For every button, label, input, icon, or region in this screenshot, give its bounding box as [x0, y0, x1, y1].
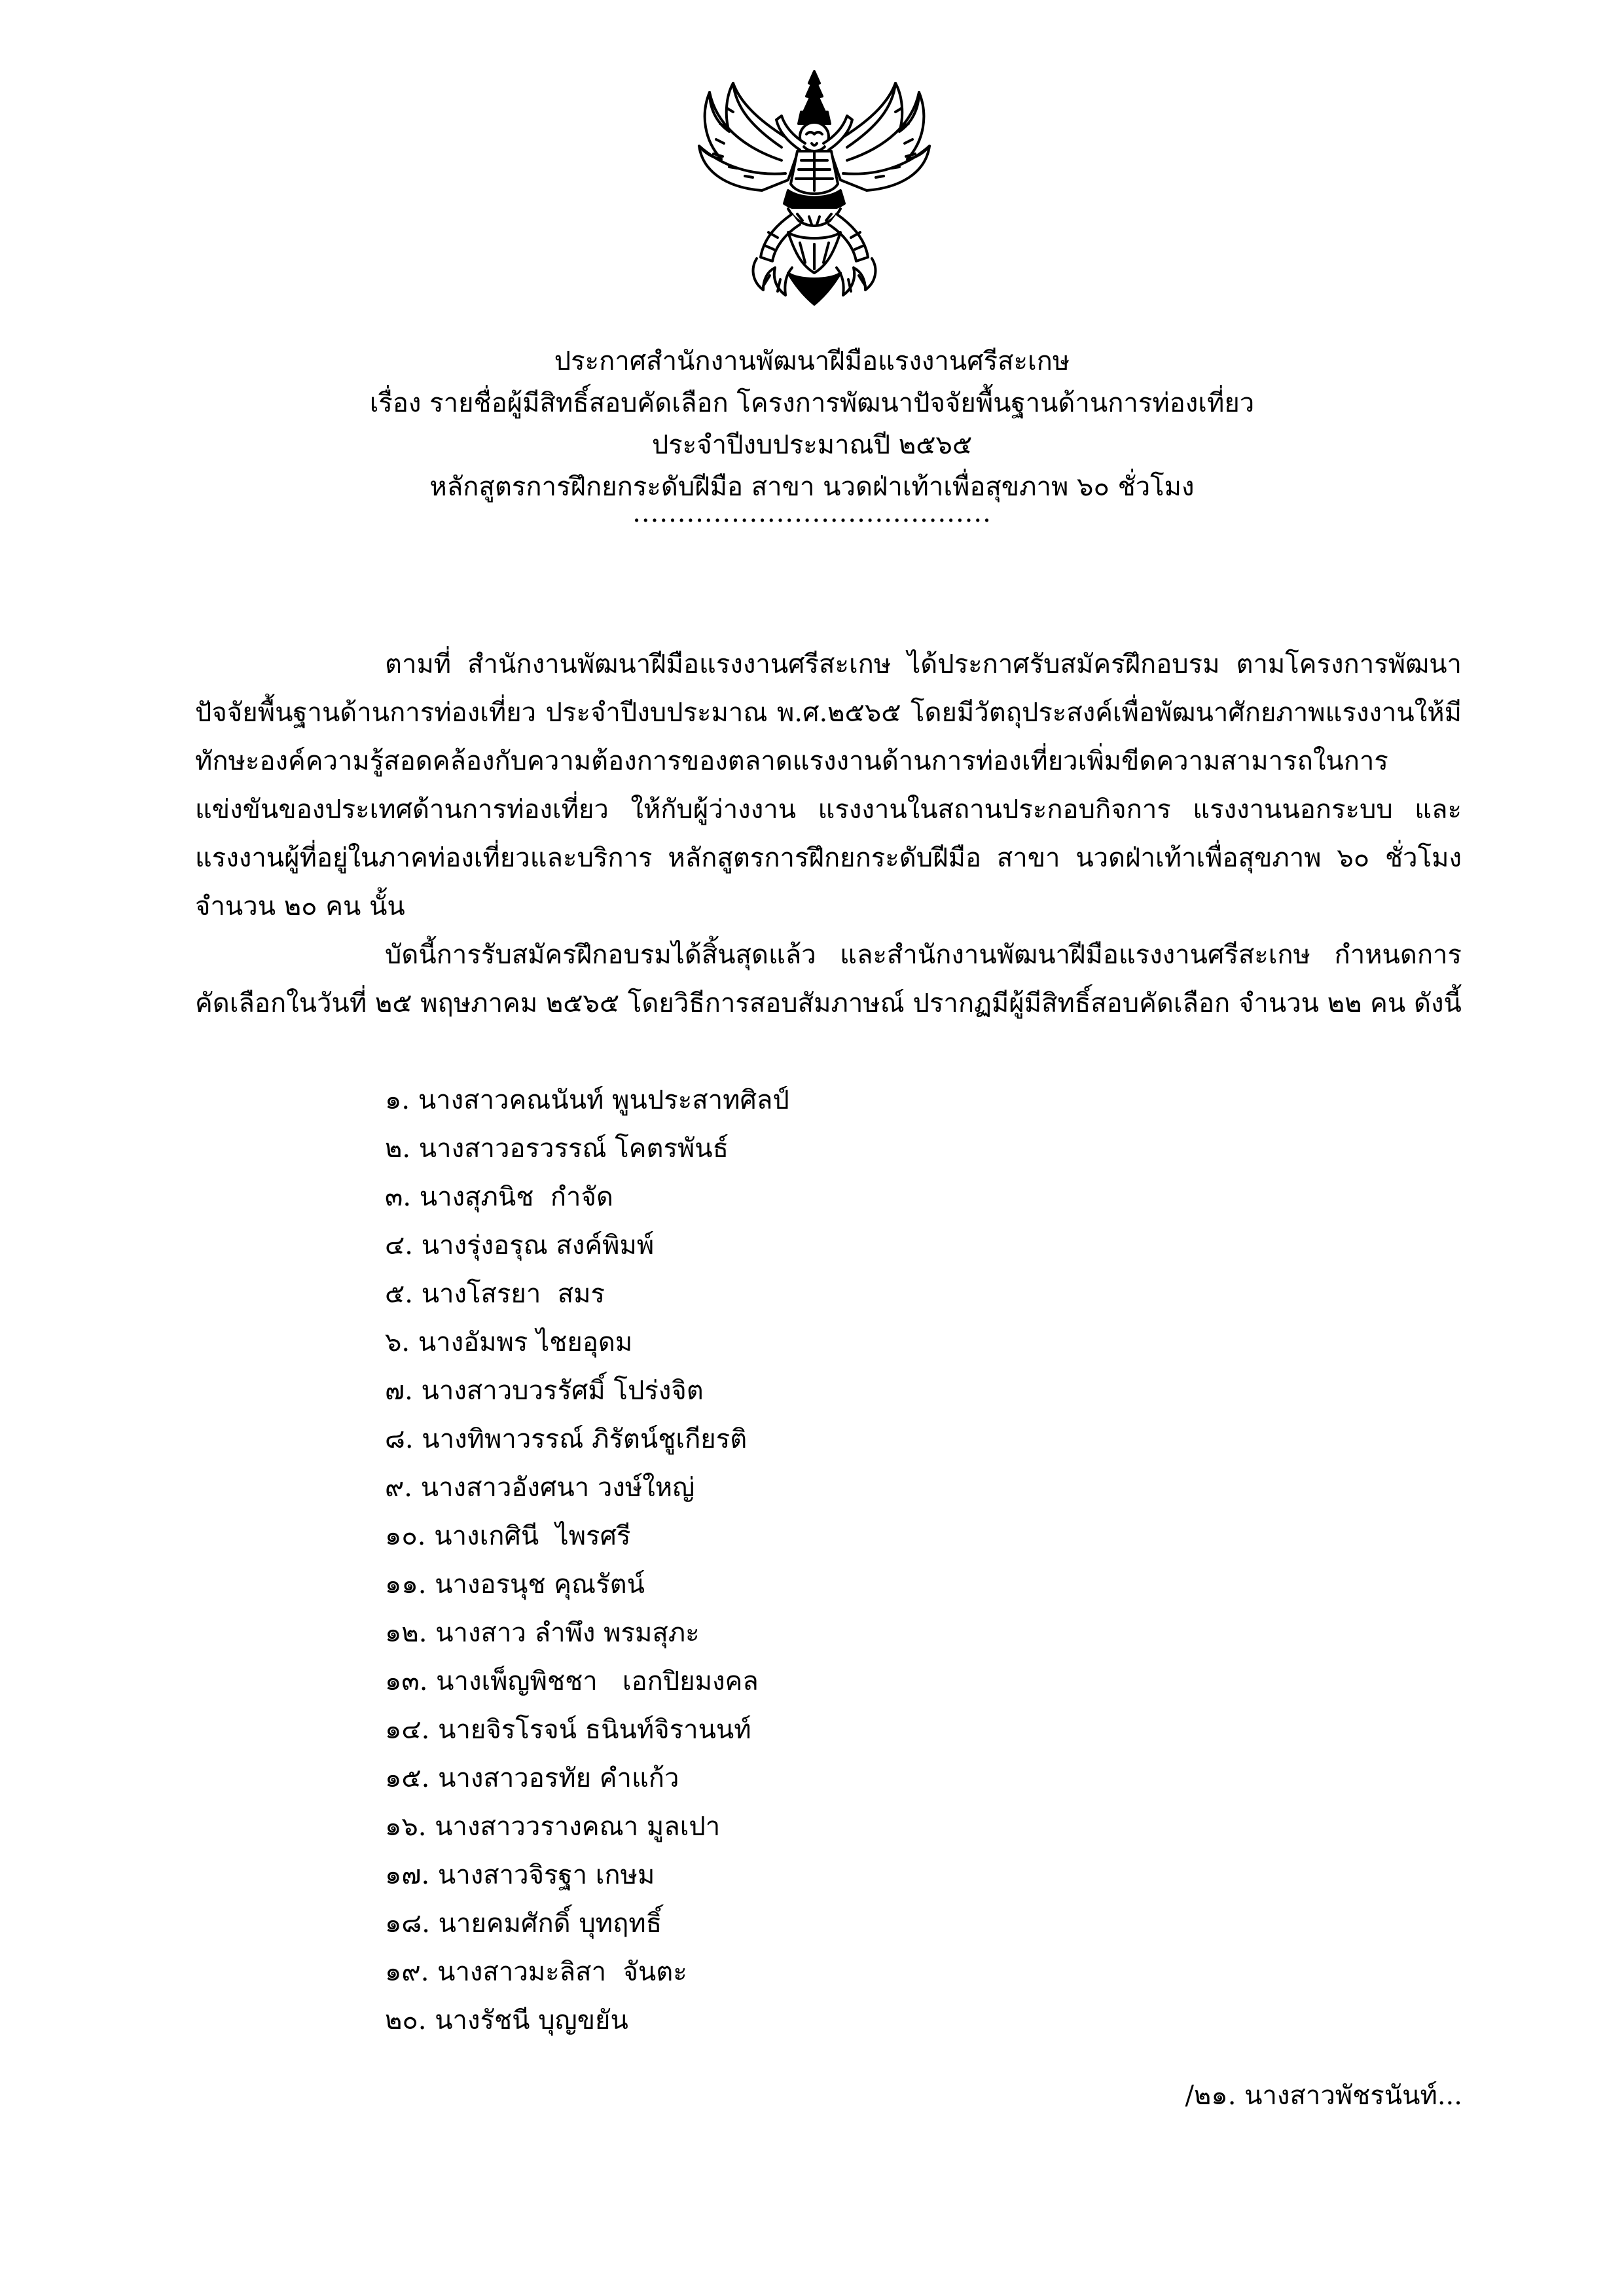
- garuda-emblem-icon: [690, 69, 939, 308]
- list-item: ๑๔. นายจิรโรจน์ ธนินท์จิรานนท์: [385, 1715, 751, 1745]
- list-item: ๑. นางสาวคณนันท์ พูนประสาทศิลป์: [385, 1085, 789, 1115]
- header-divider: ........................................: [632, 498, 992, 528]
- list-item: ๗. นางสาวบวรรัศมิ์ โปร่งจิต: [385, 1376, 704, 1406]
- list-item: ๔. นางรุ่งอรุณ สงค์พิมพ์: [385, 1230, 655, 1261]
- list-item: ๑๓. นางเพ็ญพิชชา เอกปิยมงคล: [385, 1666, 759, 1696]
- body-paragraph-2: บัดนี้การรับสมัครฝึกอบรมได้สิ้นสุดแล้ว และสำนักงานพัฒนาฝีมือแรงงานศรีสะเกษ กำหนดการคัดเลือกในวันที่ ๒๕ พฤษภาคม ๒๕๖๕ โดยวิธีการสอบสัมภาษณ์ ปรากฏมีผู้มีสิทธิ์สอบคัดเลือก จำนวน ๒๒ คน ดังนี้: [195, 940, 1462, 1018]
- body-paragraph-1: ตามที่ สำนักงานพัฒนาฝีมือแรงงานศรีสะเกษ ได้ประกาศรับสมัครฝึกอบรม ตามโครงการพัฒนาปัจจัยพื้นฐานด้านการท่องเที่ยว ประจำปีงบประมาณ พ.ศ.๒๕๖๕ โดยมีวัตถุประสงค์เพื่อพัฒนาศักยภาพแรงงานให้มีทักษะองค์ความรู้สอดคล้องกับความต้องการของตลาดแรงงานด้านการท่องเที่ยวเพิ่มขีดความสามารถในการแข่งขันของประเทศด้านการท่องเที่ยว ให้กับผู้ว่างงาน แรงงานในสถานประกอบกิจการ แรงงานนอกระบบ และแรงงานผู้ที่อยู่ในภาคท่องเที่ยวและบริการ หลักสูตรการฝึกยกระดับฝีมือ สาขา นวดฝ่าเท้าเพื่อสุขภาพ ๖๐ ชั่วโมง จำนวน ๒๐ คน นั้น: [195, 649, 1462, 922]
- list-item: ๓. นางสุภนิช กำจัด: [385, 1182, 613, 1212]
- list-item: ๑๑. นางอรนุช คุณรัตน์: [385, 1570, 645, 1600]
- list-item: ๑๒. นางสาว ลำพึง พรมสุภะ: [385, 1618, 700, 1648]
- list-item: ๑๕. นางสาวอรทัย คำแก้ว: [385, 1763, 679, 1793]
- list-item: ๘. นางทิพาวรรณ์ ภิรัตน์ชูเกียรติ: [385, 1424, 748, 1454]
- list-item: ๑๐. นางเกศินี ไพรศรี: [385, 1521, 631, 1551]
- list-item: ๕. นางโสรยา สมร: [385, 1279, 605, 1309]
- continuation-note: /๒๑. นางสาวพัชรนันท์...: [1185, 2081, 1462, 2111]
- list-item: ๖. นางอัมพร ไชยอุดม: [385, 1327, 633, 1357]
- list-item: ๒๐. นางรัชนี บุญขยัน: [385, 2005, 628, 2036]
- list-item: ๒. นางสาวอรวรรณ์ โคตรพันธ์: [385, 1134, 729, 1164]
- candidate-list: [385, 1076, 789, 2045]
- announcement-subject: เรื่อง รายชื่อผู้มีสิทธิ์สอบคัดเลือก โครงการพัฒนาปัจจัยพื้นฐานด้านการท่องเที่ยว: [369, 388, 1255, 418]
- announcement-header: [0, 340, 1624, 526]
- list-item: ๑๖. นางสาววรางคณา มูลเปา: [385, 1812, 721, 1842]
- list-item: ๑๘. นายคมศักดิ์ บุทฤทธิ์: [385, 1909, 662, 1939]
- list-item: ๙. นางสาวอังศนา วงษ์ใหญ่: [385, 1473, 695, 1503]
- list-item: ๑๙. นางสาวมะลิสา จันตะ: [385, 1957, 687, 1987]
- fiscal-year-line: ประจำปีงบประมาณปี ๒๕๖๕: [651, 430, 973, 460]
- list-item: ๑๗. นางสาวจิรฐา เกษม: [385, 1860, 655, 1890]
- course-line: หลักสูตรการฝึกยกระดับฝีมือ สาขา นวดฝ่าเท้าเพื่อสุขภาพ ๖๐ ชั่วโมง: [429, 472, 1195, 502]
- announcement-title: ประกาศสำนักงานพัฒนาฝีมือแรงงานศรีสะเกษ: [554, 346, 1070, 376]
